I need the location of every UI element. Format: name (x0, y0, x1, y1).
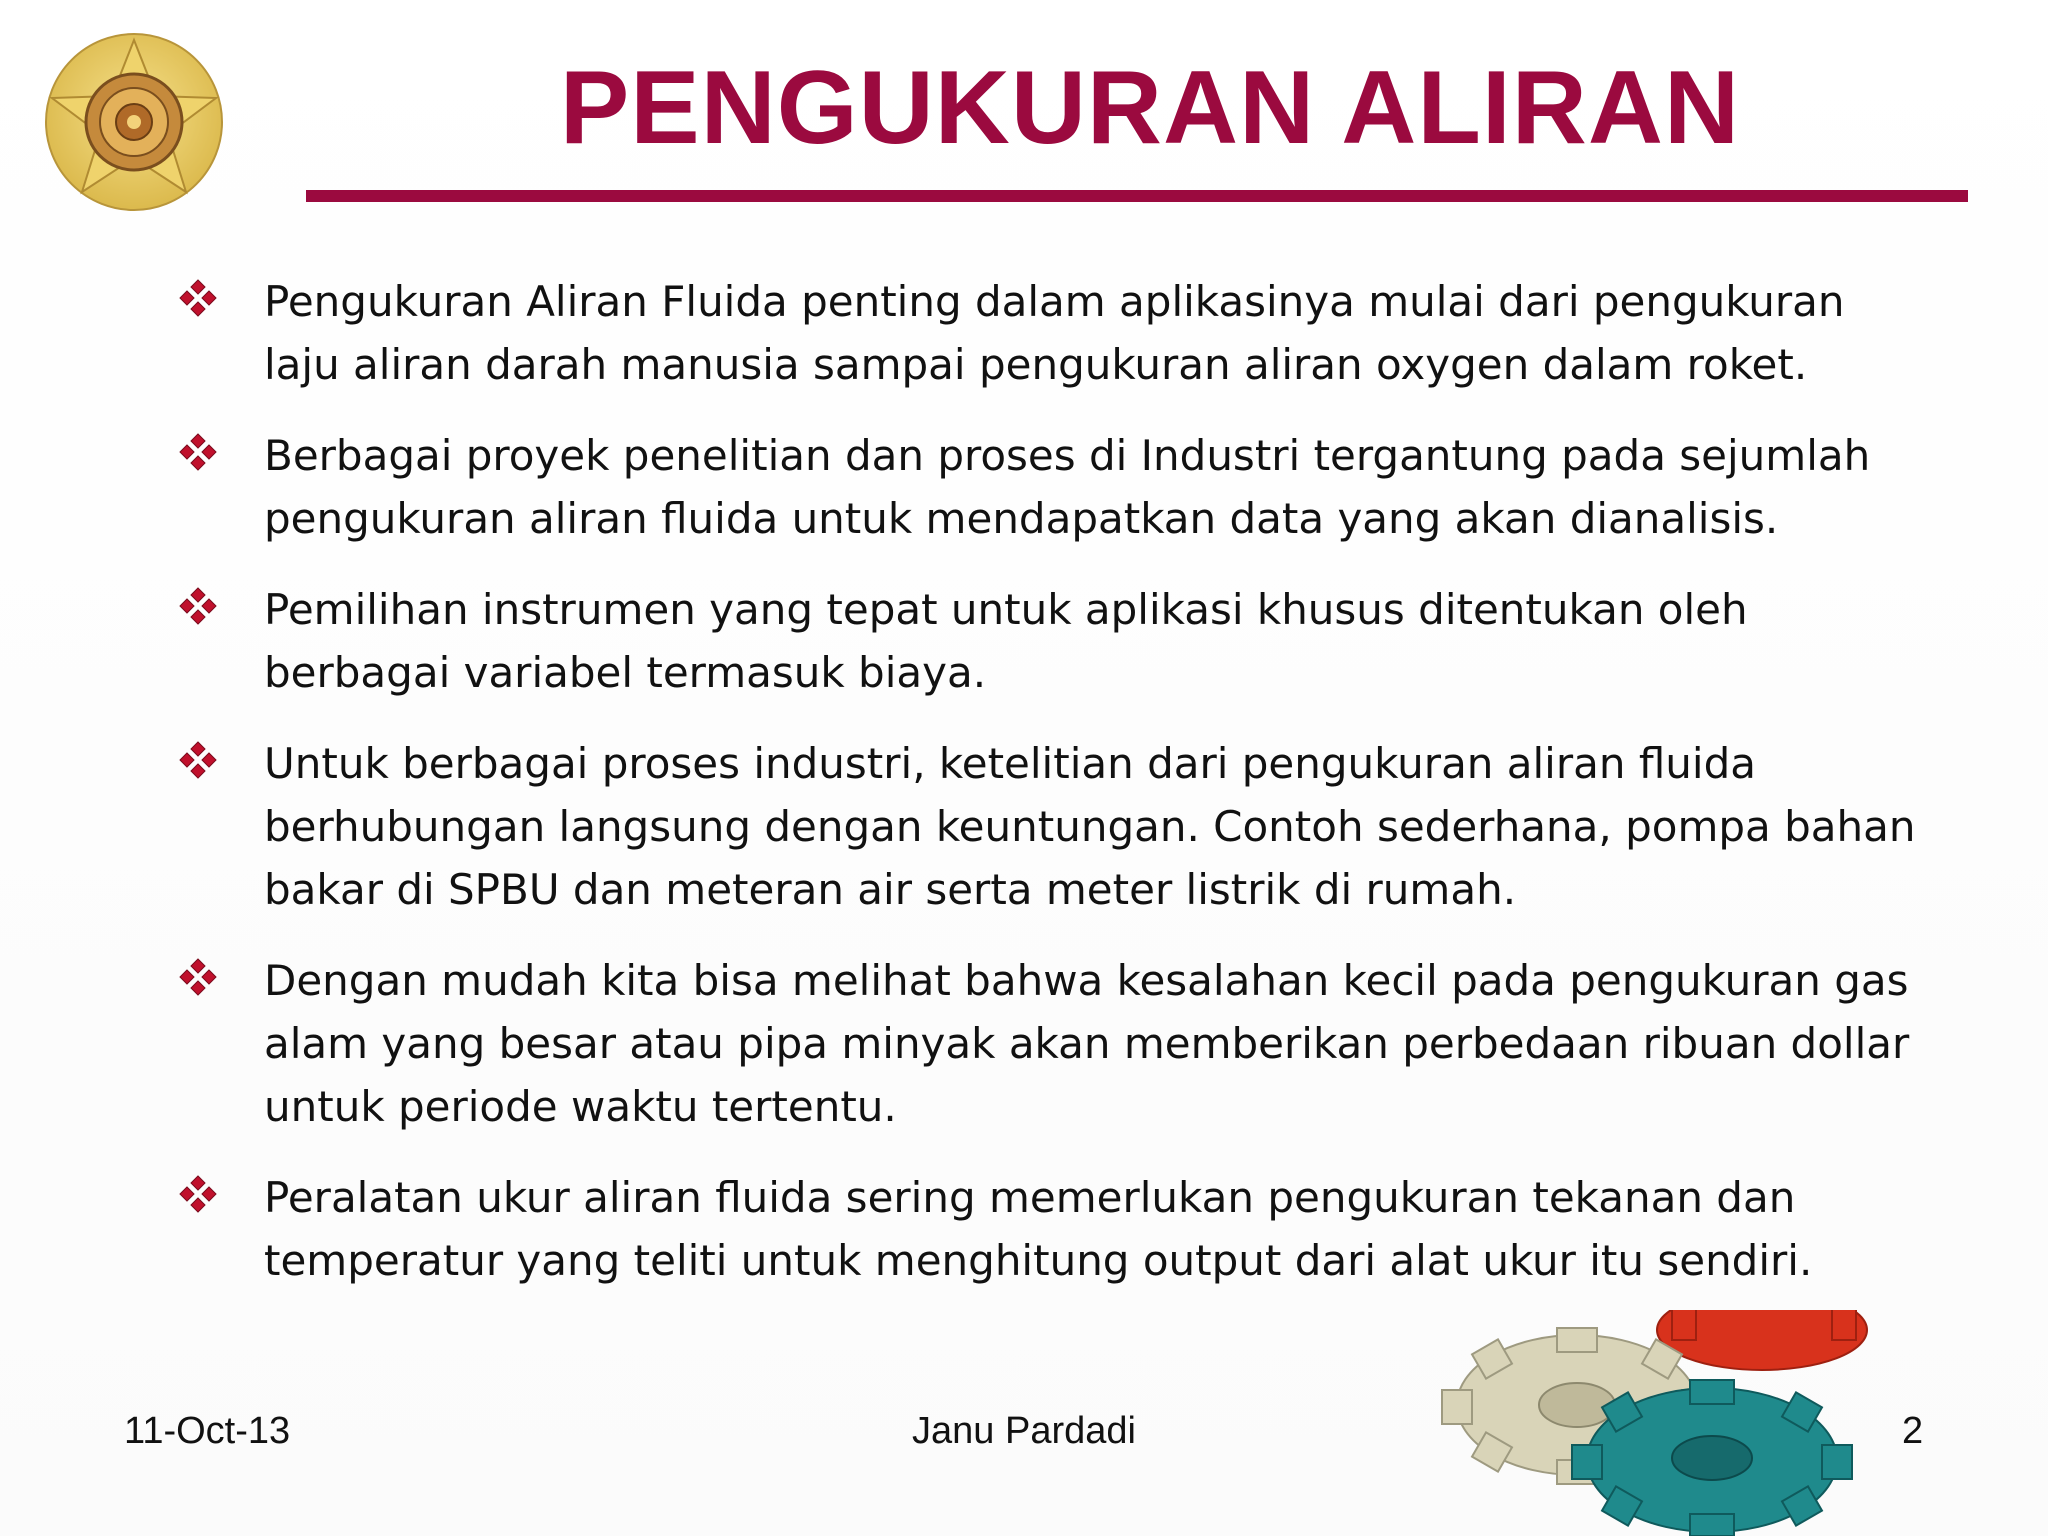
slide-title: PENGUKURAN ALIRAN (559, 50, 1741, 166)
bullet-text: Dengan mudah kita bisa melihat bahwa kesalahan kecil pada pengukuran gas alam yang besar atau pipa minyak akan memberikan perbedaan ribuan dollar untuk periode waktu tertentu. (264, 956, 1910, 1131)
bullet-item (172, 949, 1932, 1138)
bullet-item (172, 424, 1932, 550)
title-underline (306, 190, 1968, 202)
bullet-text: Pemilihan instrumen yang tepat untuk aplikasi khusus ditentukan oleh berbagai variabel termasuk biaya. (264, 585, 1748, 697)
diamond-bullet-icon (178, 278, 218, 318)
footer-author: Janu Pardadi (912, 1410, 1136, 1452)
bullet-text: Berbagai proyek penelitian dan proses di Industri tergantung pada sejumlah pengukuran aliran fluida untuk mendapatkan data yang akan dianalisis. (264, 431, 1871, 543)
diamond-bullet-icon (178, 586, 218, 626)
bullet-item (172, 732, 1932, 921)
page-number: 2 (1902, 1410, 1924, 1452)
bullet-item (172, 1166, 1932, 1292)
university-emblem-icon (34, 22, 234, 222)
bullet-text: Pengukuran Aliran Fluida penting dalam aplikasinya mulai dari pengukuran laju aliran darah manusia sampai pengukuran aliran oxygen dalam roket. (264, 277, 1845, 389)
diamond-bullet-icon (178, 740, 218, 780)
bullet-item (172, 578, 1932, 704)
diamond-bullet-icon (178, 957, 218, 997)
bullet-text: Untuk berbagai proses industri, ketelitian dari pengukuran aliran fluida berhubungan langsung dengan keuntungan. Contoh sederhana, pompa bahan bakar di SPBU dan meteran air serta meter listrik di rumah. (264, 739, 1916, 914)
diamond-bullet-icon (178, 1174, 218, 1214)
diamond-bullet-icon (178, 432, 218, 472)
bullet-text: Peralatan ukur aliran fluida sering memerlukan pengukuran tekanan dan temperatur yang teliti untuk menghitung output dari alat ukur itu sendiri. (264, 1173, 1813, 1285)
footer-date: 11-Oct-13 (124, 1410, 291, 1452)
bullet-list (172, 270, 1932, 1320)
bullet-item (172, 270, 1932, 396)
